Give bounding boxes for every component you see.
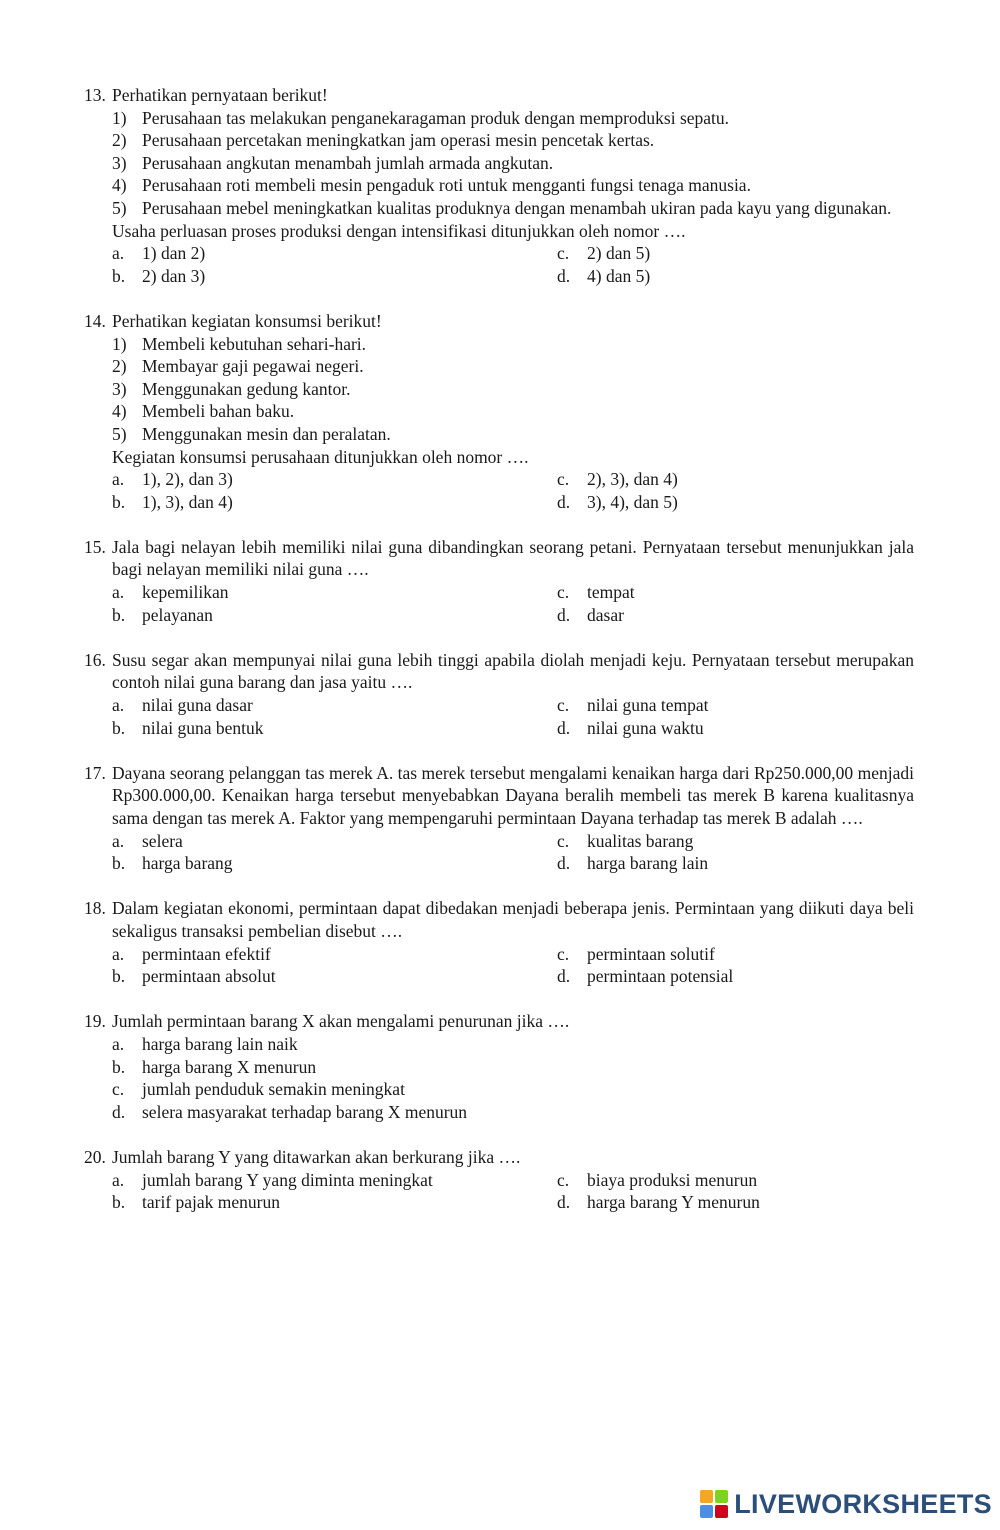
option-text: nilai guna tempat <box>587 695 709 716</box>
option-text: harga barang X menurun <box>142 1056 317 1077</box>
logo-text: LIVEWORKSHEETS <box>734 1488 992 1519</box>
option-text: selera <box>142 830 183 851</box>
option-letter: a. <box>112 582 125 603</box>
option-letter: b. <box>112 491 126 512</box>
option-letter: c. <box>557 582 570 603</box>
statement-number: 1) <box>112 107 127 128</box>
question-intro: Dayana seorang pelanggan tas merek A. tas merek tersebut mengalami kenaikan harga dari Rp250.000,00 menjadi Rp300.000,00. Kenaikan harga tersebut menyebabkan Dayana beralih membeli tas merek B karena kualitasnya sama dengan tas merek A. Faktor yang mempengaruhi permintaan Dayana terhadap tas merek B adalah …. <box>112 762 914 828</box>
option-text: 4) dan 5) <box>587 265 651 286</box>
answer-options <box>84 1033 914 1123</box>
statement-number: 1) <box>112 333 127 354</box>
question-prompt: Kegiatan konsumsi perusahaan ditunjukkan oleh nomor …. <box>112 446 529 467</box>
statement-number: 4) <box>112 175 127 196</box>
option-letter: c. <box>557 469 570 490</box>
option-letter: a. <box>112 469 125 490</box>
question-intro: Jala bagi nelayan lebih memiliki nilai guna dibandingkan seorang petani. Pernyataan tersebut menunjukkan jala bagi nelayan memiliki nilai guna …. <box>112 536 914 580</box>
question-header <box>84 649 914 694</box>
question-14 <box>84 310 914 513</box>
option-text: 1), 3), dan 4) <box>142 491 233 512</box>
answer-option[interactable] <box>112 965 557 988</box>
option-letter: d. <box>112 1101 126 1122</box>
statement-text: Menggunakan mesin dan peralatan. <box>142 423 391 444</box>
statement-number: 5) <box>112 197 127 218</box>
option-letter: c. <box>557 695 570 716</box>
answer-option[interactable] <box>112 491 557 514</box>
statement-number: 3) <box>112 378 127 399</box>
statement-text: Membeli bahan baku. <box>142 401 295 422</box>
statement-text: Perusahaan tas melakukan penganekaragaman produk dengan memproduksi sepatu. <box>142 107 730 128</box>
question-17 <box>84 762 914 875</box>
option-letter: d. <box>557 717 571 738</box>
option-letter: b. <box>112 1192 126 1213</box>
statement-number: 2) <box>112 130 127 151</box>
option-text: kepemilikan <box>142 582 229 603</box>
option-text: permintaan potensial <box>587 966 734 987</box>
answer-option[interactable] <box>557 965 914 988</box>
answer-option[interactable] <box>112 717 557 740</box>
option-text: harga barang <box>142 853 233 874</box>
question-number: 13. <box>84 85 106 105</box>
answer-option[interactable] <box>112 830 557 853</box>
statement-text: Perusahaan mebel meningkatkan kualitas produknya dengan menambah ukiran pada kayu yang digunakan. <box>142 197 892 218</box>
question-header <box>84 897 914 942</box>
option-text: selera masyarakat terhadap barang X menurun <box>142 1101 468 1122</box>
answer-options <box>84 830 914 875</box>
logo-square <box>715 1505 728 1518</box>
answer-option[interactable] <box>557 242 914 265</box>
option-letter: d. <box>557 1192 571 1213</box>
option-text: kualitas barang <box>587 830 694 851</box>
answer-option[interactable] <box>557 830 914 853</box>
logo-square <box>700 1490 713 1503</box>
statement-item <box>112 355 914 378</box>
question-number: 19. <box>84 1011 106 1032</box>
statement-item <box>112 129 914 152</box>
answer-option[interactable] <box>112 852 557 875</box>
option-text: nilai guna bentuk <box>142 717 264 738</box>
answer-option[interactable] <box>112 1101 914 1124</box>
statement-text: Perusahaan percetakan meningkatkan jam operasi mesin pencetak kertas. <box>142 130 655 151</box>
question-16 <box>84 649 914 739</box>
answer-options <box>84 943 914 988</box>
logo-icon <box>700 1490 728 1518</box>
option-letter: c. <box>557 830 570 851</box>
answer-option[interactable] <box>112 1078 914 1101</box>
question-header <box>84 84 914 107</box>
question-prompt: Usaha perluasan proses produksi dengan intensifikasi ditunjukkan oleh nomor …. <box>112 220 686 241</box>
statement-item <box>112 197 914 220</box>
statement-number: 5) <box>112 423 127 444</box>
option-letter: c. <box>557 1169 570 1190</box>
option-text: harga barang lain <box>587 853 709 874</box>
statement-item <box>112 152 914 175</box>
question-header <box>84 762 914 830</box>
option-text: 2) dan 5) <box>587 243 651 264</box>
statement-text: Menggunakan gedung kantor. <box>142 378 351 399</box>
option-letter: a. <box>112 830 125 851</box>
option-letter: c. <box>557 943 570 964</box>
option-text: biaya produksi menurun <box>587 1169 758 1190</box>
option-letter: b. <box>112 604 126 625</box>
option-letter: d. <box>557 604 571 625</box>
answer-options <box>84 242 914 287</box>
statement-item <box>112 423 914 446</box>
logo-square <box>715 1490 728 1503</box>
option-text: permintaan absolut <box>142 966 276 987</box>
answer-option[interactable] <box>112 242 557 265</box>
option-letter: b. <box>112 717 126 738</box>
question-header <box>84 310 914 333</box>
option-letter: b. <box>112 966 126 987</box>
answer-option[interactable] <box>112 581 557 604</box>
option-letter: b. <box>112 1056 126 1077</box>
question-20 <box>84 1146 914 1214</box>
option-letter: c. <box>112 1079 125 1100</box>
statement-text: Membayar gaji pegawai negeri. <box>142 356 364 377</box>
option-text: tempat <box>587 582 635 603</box>
question-number: 17. <box>84 762 106 783</box>
statement-item <box>112 400 914 423</box>
answer-option[interactable] <box>557 491 914 514</box>
question-number: 20. <box>84 1146 106 1167</box>
option-text: 2), 3), dan 4) <box>587 469 678 490</box>
answer-options <box>84 468 914 513</box>
option-text: harga barang lain naik <box>142 1033 298 1054</box>
question-number: 18. <box>84 898 106 919</box>
option-text: 3), 4), dan 5) <box>587 491 678 512</box>
answer-option[interactable] <box>112 265 557 288</box>
answer-option[interactable] <box>557 943 914 966</box>
answer-option[interactable] <box>557 468 914 491</box>
answer-option[interactable] <box>112 1033 914 1056</box>
answer-option[interactable] <box>112 1191 557 1214</box>
statement-text: Perusahaan roti membeli mesin pengaduk roti untuk mengganti fungsi tenaga manusia. <box>142 175 751 196</box>
option-letter: a. <box>112 1169 125 1190</box>
question-19 <box>84 1010 914 1123</box>
option-text: 1), 2), dan 3) <box>142 469 233 490</box>
option-text: nilai guna waktu <box>587 717 704 738</box>
question-intro: Perhatikan kegiatan konsumsi berikut! <box>112 310 382 331</box>
answer-option[interactable] <box>112 468 557 491</box>
answer-option[interactable] <box>557 694 914 717</box>
option-letter: d. <box>557 853 571 874</box>
question-header <box>84 536 914 581</box>
answer-option[interactable] <box>557 265 914 288</box>
option-text: 1) dan 2) <box>142 243 206 264</box>
answer-option[interactable] <box>557 1191 914 1214</box>
question-13 <box>84 84 914 287</box>
option-text: jumlah penduduk semakin meningkat <box>142 1079 405 1100</box>
statement-item <box>112 378 914 401</box>
answer-option[interactable] <box>112 604 557 627</box>
answer-option[interactable] <box>557 717 914 740</box>
statement-number: 3) <box>112 152 127 173</box>
option-text: harga barang Y menurun <box>587 1192 760 1213</box>
logo-square <box>700 1505 713 1518</box>
statement-number: 4) <box>112 401 127 422</box>
question-intro: Susu segar akan mempunyai nilai guna lebih tinggi apabila diolah menjadi keju. Pernyataan tersebut merupakan contoh nilai guna barang dan jasa yaitu …. <box>112 649 914 693</box>
answer-option[interactable] <box>112 943 557 966</box>
answer-option[interactable] <box>557 852 914 875</box>
question-number: 15. <box>84 536 106 557</box>
statement-list <box>84 107 914 220</box>
option-text: nilai guna dasar <box>142 695 253 716</box>
option-text: pelayanan <box>142 604 213 625</box>
answer-option[interactable] <box>112 1056 914 1079</box>
answer-options <box>84 1169 914 1214</box>
question-number: 16. <box>84 649 106 670</box>
option-text: jumlah barang Y yang diminta meningkat <box>142 1169 433 1190</box>
statement-text: Perusahaan angkutan menambah jumlah armada angkutan. <box>142 152 554 173</box>
option-text: dasar <box>587 604 624 625</box>
option-letter: a. <box>112 943 125 964</box>
question-header <box>84 1146 914 1169</box>
option-letter: d. <box>557 265 571 286</box>
option-text: 2) dan 3) <box>142 265 206 286</box>
answer-options <box>84 581 914 626</box>
question-15 <box>84 536 914 626</box>
option-text: tarif pajak menurun <box>142 1192 281 1213</box>
answer-option[interactable] <box>112 694 557 717</box>
question-number: 14. <box>84 310 106 331</box>
option-text: permintaan efektif <box>142 943 271 964</box>
answer-option[interactable] <box>112 1169 557 1192</box>
worksheet-page <box>84 84 914 1236</box>
option-letter: a. <box>112 243 125 264</box>
question-18 <box>84 897 914 987</box>
option-letter: b. <box>112 265 126 286</box>
option-letter: b. <box>112 853 126 874</box>
statement-item <box>112 107 914 130</box>
option-text: permintaan solutif <box>587 943 715 964</box>
answer-option[interactable] <box>557 581 914 604</box>
statement-item <box>112 333 914 356</box>
statement-text: Membeli kebutuhan sehari-hari. <box>142 333 367 354</box>
statement-number: 2) <box>112 356 127 377</box>
question-intro: Jumlah permintaan barang X akan mengalami penurunan jika …. <box>112 1011 570 1032</box>
statement-item <box>112 174 914 197</box>
option-letter: d. <box>557 491 571 512</box>
answer-option[interactable] <box>557 1169 914 1192</box>
question-header <box>84 1010 914 1033</box>
question-intro: Perhatikan pernyataan berikut! <box>112 85 328 105</box>
option-letter: a. <box>112 1033 125 1054</box>
question-intro: Jumlah barang Y yang ditawarkan akan berkurang jika …. <box>112 1146 521 1167</box>
answer-options <box>84 694 914 739</box>
option-letter: a. <box>112 695 125 716</box>
answer-option[interactable] <box>557 604 914 627</box>
statement-list <box>84 333 914 446</box>
option-letter: d. <box>557 966 571 987</box>
liveworksheets-logo <box>700 1490 992 1518</box>
question-intro: Dalam kegiatan ekonomi, permintaan dapat dibedakan menjadi beberapa jenis. Permintaan yang diikuti daya beli sekaligus transaksi pembelian disebut …. <box>112 898 914 941</box>
option-letter: c. <box>557 243 570 264</box>
